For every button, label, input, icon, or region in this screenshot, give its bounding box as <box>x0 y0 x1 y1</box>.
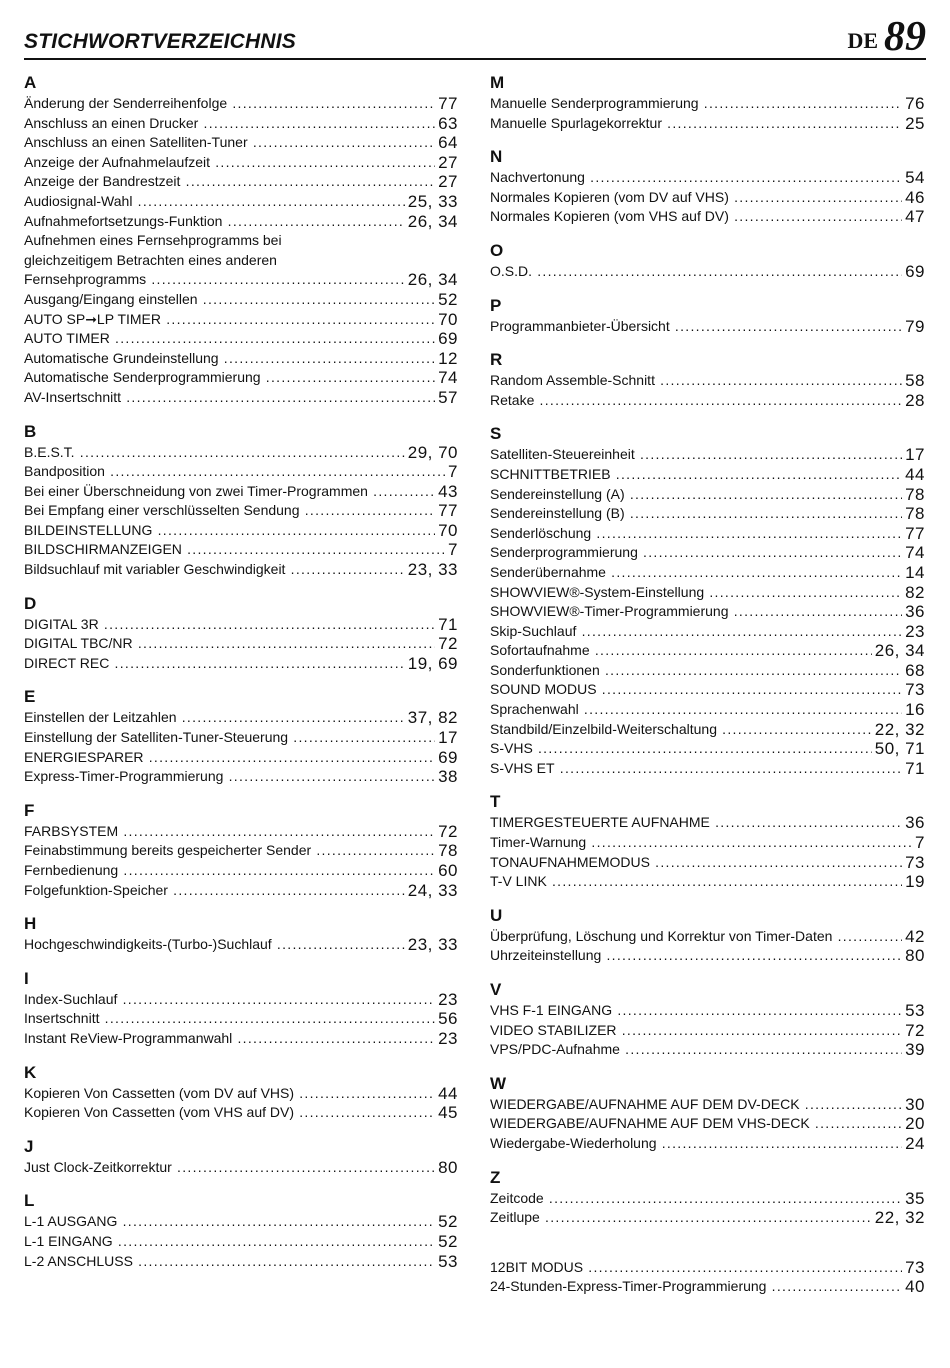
index-entry <box>490 445 925 465</box>
index-entry-term: DIGITAL 3R ..... <box>24 615 458 635</box>
index-entry <box>24 310 458 330</box>
index-entry-term: Wiedergabe-Wiederholung ..... <box>490 1134 925 1154</box>
index-entry-page: 53 <box>902 1001 925 1021</box>
index-entry-term: Ausgang/Eingang einstellen ..... <box>24 290 458 310</box>
index-entry <box>24 153 458 173</box>
index-entry-term: Standbild/Einzelbild-Weiterschaltung ..... <box>490 720 925 740</box>
index-letter-heading: D <box>24 593 37 613</box>
index-entry <box>24 1232 458 1252</box>
index-entry <box>24 1009 458 1029</box>
index-entry-term: Zeitlupe ..... <box>490 1208 925 1228</box>
index-entry-page: 23 <box>435 1029 458 1049</box>
index-entry-term: SHOWVIEW®-Timer-Programmierung ..... <box>490 602 925 622</box>
index-entry-page: 74 <box>902 543 925 563</box>
index-entry <box>490 371 925 391</box>
index-letter-heading: H <box>24 914 37 934</box>
index-entry <box>24 560 458 580</box>
index-entry-page: 23, 33 <box>405 935 458 955</box>
index-entry-page: 23 <box>435 990 458 1010</box>
index-entry <box>490 188 925 208</box>
index-entry-term: gleichzeitigem Betrachten eines anderen <box>24 251 277 268</box>
index-entry <box>24 841 458 861</box>
index-letter-heading: F <box>24 800 35 820</box>
index-entry-page: 78 <box>902 504 925 524</box>
index-entry-page: 12 <box>435 349 458 369</box>
index-entry-term: Audiosignal-Wahl ..... <box>24 192 458 212</box>
index-entry <box>490 720 925 740</box>
index-entry-term: S-VHS ..... <box>490 739 925 759</box>
index-entry-page: 56 <box>435 1009 458 1029</box>
index-entry <box>490 1189 925 1209</box>
index-entry-term: Insertschnitt ..... <box>24 1009 458 1029</box>
index-entry-term: Retake ..... <box>490 391 925 411</box>
index-entry <box>490 317 925 337</box>
language-code: DE <box>847 28 878 53</box>
index-entry-page: 52 <box>435 1212 458 1232</box>
index-letter-heading: E <box>24 687 36 707</box>
index-entry-page: 22, 32 <box>872 720 925 740</box>
index-entry <box>24 861 458 881</box>
index-entry-term: Folgefunktion-Speicher ..... <box>24 881 458 901</box>
index-entry-page: 69 <box>435 748 458 768</box>
index-entry <box>490 1040 925 1060</box>
index-entry-term: Express-Timer-Programmierung ..... <box>24 767 458 787</box>
index-entry <box>24 462 458 482</box>
index-letter-heading: J <box>24 1136 34 1156</box>
index-column-right <box>490 72 925 1297</box>
index-entry-term: Nachvertonung ..... <box>490 168 925 188</box>
index-entry <box>24 501 458 521</box>
index-entry-term: Bildsuchlauf mit variabler Geschwindigkeit ..... <box>24 560 458 580</box>
index-entry-page: 19, 69 <box>405 654 458 674</box>
index-entry-term: DIGITAL TBC/NR ..... <box>24 634 458 654</box>
index-entry <box>24 1158 458 1178</box>
index-entry-term: Senderübernahme ..... <box>490 563 925 583</box>
index-entry-term: L-1 EINGANG ..... <box>24 1232 458 1252</box>
index-entry-page: 7 <box>445 540 458 560</box>
index-entry-page: 79 <box>902 317 925 337</box>
index-entry <box>24 388 458 408</box>
index-letter-heading: N <box>490 147 503 167</box>
index-entry <box>24 114 458 134</box>
index-entry <box>490 114 925 134</box>
index-entry-page: 27 <box>435 153 458 173</box>
index-entry-term: SHOWVIEW®-System-Einstellung ..... <box>490 583 925 603</box>
index-entry-page: 23 <box>902 622 925 642</box>
index-entry <box>490 872 925 892</box>
index-entry <box>24 192 458 212</box>
index-letter-heading: K <box>24 1062 37 1082</box>
index-entry <box>490 833 925 853</box>
index-entry <box>490 94 925 114</box>
index-entry <box>490 680 925 700</box>
index-entry-page: 46 <box>902 188 925 208</box>
index-entry-page: 71 <box>902 759 925 779</box>
index-entry <box>490 1001 925 1021</box>
index-entry-term: Index-Suchlauf ..... <box>24 990 458 1010</box>
index-entry-term: Automatische Grundeinstellung ..... <box>24 349 458 369</box>
index-entry-term: Sendereinstellung (A) ..... <box>490 485 925 505</box>
index-entry-term: Sendereinstellung (B) ..... <box>490 504 925 524</box>
index-entry <box>24 212 458 232</box>
index-entry <box>24 1103 458 1123</box>
index-entry <box>490 946 925 966</box>
index-entry-page: 78 <box>435 841 458 861</box>
index-entry <box>490 641 925 661</box>
index-entry-page: 16 <box>902 700 925 720</box>
index-entry-term: Sprachenwahl ..... <box>490 700 925 720</box>
index-entry <box>490 1258 925 1278</box>
index-entry <box>24 748 458 768</box>
index-entry-term: Manuelle Senderprogrammierung ..... <box>490 94 925 114</box>
index-entry-page: 73 <box>902 1258 925 1278</box>
index-entry-page: 60 <box>435 861 458 881</box>
index-entry <box>24 133 458 153</box>
index-entry <box>490 262 925 282</box>
index-entry <box>24 231 458 251</box>
index-entry-term: WIEDERGABE/AUFNAHME AUF DEM DV-DECK ..... <box>490 1095 925 1115</box>
index-entry-term: ENERGIESPARER ..... <box>24 748 458 768</box>
index-letter-heading: A <box>24 73 37 92</box>
index-entry <box>490 1277 925 1297</box>
index-entry-term: AV-Insertschnitt ..... <box>24 388 458 408</box>
index-entry-term: Sofortaufnahme ..... <box>490 641 925 661</box>
index-entry-page: 43 <box>435 482 458 502</box>
index-entry-term: SCHNITTBETRIEB ..... <box>490 465 925 485</box>
index-entry-term: Überprüfung, Löschung und Korrektur von Timer-Daten ..... <box>490 927 925 947</box>
index-entry-term: BILDSCHIRMANZEIGEN ..... <box>24 540 458 560</box>
index-entry-page: 73 <box>902 680 925 700</box>
index-entry-page: 77 <box>435 94 458 114</box>
index-entry-page: 23, 33 <box>405 560 458 580</box>
index-letter-heading: W <box>490 1073 507 1093</box>
index-entry-term: Programmanbieter-Übersicht ..... <box>490 317 925 337</box>
index-entry-page: 29, 70 <box>405 443 458 463</box>
index-entry-term: Timer-Warnung ..... <box>490 833 925 853</box>
index-entry <box>490 524 925 544</box>
index-entry <box>24 349 458 369</box>
index-entry <box>24 172 458 192</box>
index-letter-heading: I <box>24 968 29 988</box>
index-entry-term: Hochgeschwindigkeits-(Turbo-)Suchlauf ..... <box>24 935 458 955</box>
index-entry-term: 24-Stunden-Express-Timer-Programmierung ..... <box>490 1277 925 1297</box>
section-spacer <box>490 1228 925 1258</box>
index-entry-term: Normales Kopieren (vom DV auf VHS) ..... <box>490 188 925 208</box>
index-entry-page: 14 <box>902 563 925 583</box>
index-letter-heading: R <box>490 350 503 370</box>
index-entry <box>24 251 458 271</box>
index-entry <box>24 728 458 748</box>
index-entry-term: DIRECT REC ..... <box>24 654 458 674</box>
index-entry <box>24 521 458 541</box>
index-entry <box>24 1029 458 1049</box>
index-entry <box>490 759 925 779</box>
index-entry-page: 27 <box>435 172 458 192</box>
index-entry-page: 80 <box>435 1158 458 1178</box>
index-entry-page: 68 <box>902 661 925 681</box>
index-entry-term: TIMERGESTEUERTE AUFNAHME ..... <box>490 813 925 833</box>
index-entry <box>24 935 458 955</box>
index-entry-term: Skip-Suchlauf ..... <box>490 622 925 642</box>
index-entry <box>490 1134 925 1154</box>
index-entry-page: 80 <box>902 946 925 966</box>
index-entry-page: 26, 34 <box>872 641 925 661</box>
index-entry-page: 71 <box>435 615 458 635</box>
index-entry-term: Anschluss an einen Drucker ..... <box>24 114 458 134</box>
index-entry-page: 35 <box>902 1189 925 1209</box>
index-entry <box>490 661 925 681</box>
index-entry-page: 58 <box>902 371 925 391</box>
index-letter-heading: U <box>490 905 503 925</box>
index-entry-page: 7 <box>445 462 458 482</box>
index-entry-term: Just Clock-Zeitkorrektur ..... <box>24 1158 458 1178</box>
index-entry-page: 38 <box>435 767 458 787</box>
index-entry-page: 22, 32 <box>872 1208 925 1228</box>
index-entry-term: Anzeige der Bandrestzeit ..... <box>24 172 458 192</box>
index-entry <box>490 622 925 642</box>
index-entry-page: 36 <box>902 602 925 622</box>
index-entry <box>490 168 925 188</box>
index-entry-term: BILDEINSTELLUNG ..... <box>24 521 458 541</box>
index-entry-term: Normales Kopieren (vom VHS auf DV) ..... <box>490 207 925 227</box>
index-entry-page: 64 <box>435 133 458 153</box>
index-entry-term: B.E.S.T. ..... <box>24 443 458 463</box>
index-entry <box>490 485 925 505</box>
index-entry-term: 12BIT MODUS ..... <box>490 1258 925 1278</box>
index-entry-term: Feinabstimmung bereits gespeicherter Sender ..... <box>24 841 458 861</box>
index-entry-page: 30 <box>902 1095 925 1115</box>
index-letter-heading: S <box>490 424 502 444</box>
index-entry-term: Einstellen der Leitzahlen ..... <box>24 708 458 728</box>
index-entry-page: 40 <box>902 1277 925 1297</box>
index-entry-page: 7 <box>912 833 925 853</box>
page-title: STICHWORTVERZEICHNIS <box>24 30 296 53</box>
index-entry-page: 77 <box>902 524 925 544</box>
index-entry <box>24 540 458 560</box>
index-entry-term: Zeitcode ..... <box>490 1189 925 1209</box>
index-entry-page: 26, 34 <box>405 212 458 232</box>
index-entry <box>490 543 925 563</box>
index-entry <box>490 853 925 873</box>
index-entry-term: Manuelle Spurlagekorrektur ..... <box>490 114 925 134</box>
index-entry <box>24 634 458 654</box>
index-entry-page: 28 <box>902 391 925 411</box>
index-entry-term: Fernsehprogramms ..... <box>24 270 458 290</box>
index-entry-page: 47 <box>902 207 925 227</box>
index-entry-term: AUTO SP➞LP TIMER ..... <box>24 310 458 330</box>
index-entry <box>490 700 925 720</box>
page-number: 89 <box>884 14 926 60</box>
index-letter-heading: V <box>490 980 502 999</box>
index-entry-term: SOUND MODUS ..... <box>490 680 925 700</box>
index-entry <box>24 1084 458 1104</box>
index-entry-term: Bei Empfang einer verschlüsselten Sendung ..... <box>24 501 458 521</box>
index-entry <box>24 1212 458 1232</box>
index-entry-term: L-2 ANSCHLUSS ..... <box>24 1252 458 1272</box>
index-entry <box>490 391 925 411</box>
index-column-left <box>24 72 458 1271</box>
index-entry <box>24 290 458 310</box>
index-entry-page: 73 <box>902 853 925 873</box>
page-header <box>24 14 926 60</box>
index-entry-term: L-1 AUSGANG ..... <box>24 1212 458 1232</box>
index-letter-heading: O <box>490 240 504 260</box>
index-entry-page: 25, 33 <box>405 192 458 212</box>
index-entry-page: 24, 33 <box>405 881 458 901</box>
index-entry <box>24 368 458 388</box>
index-entry-page: 72 <box>435 822 458 842</box>
index-entry-term: T-V LINK ..... <box>490 872 925 892</box>
index-entry-page: 19 <box>902 872 925 892</box>
index-entry-page: 44 <box>902 465 925 485</box>
index-letter-heading: P <box>490 295 502 315</box>
index-entry-term: Instant ReView-Programmanwahl ..... <box>24 1029 458 1049</box>
index-entry-page: 24 <box>902 1134 925 1154</box>
index-entry-page: 50, 71 <box>872 739 925 759</box>
index-entry-term: TONAUFNAHMEMODUS ..... <box>490 853 925 873</box>
index-entry-page: 72 <box>435 634 458 654</box>
index-entry-page: 70 <box>435 310 458 330</box>
index-entry-page: 82 <box>902 583 925 603</box>
index-entry-page: 20 <box>902 1114 925 1134</box>
index-entry <box>24 615 458 635</box>
index-entry-term: FARBSYSTEM ..... <box>24 822 458 842</box>
index-entry <box>490 602 925 622</box>
index-entry-term: Anzeige der Aufnahmelaufzeit ..... <box>24 153 458 173</box>
index-entry-term: Kopieren Von Cassetten (vom DV auf VHS) ..... <box>24 1084 458 1104</box>
index-entry-page: 53 <box>435 1252 458 1272</box>
index-entry-term: Random Assemble-Schnitt ..... <box>490 371 925 391</box>
index-entry <box>490 583 925 603</box>
index-entry <box>24 329 458 349</box>
index-entry <box>490 465 925 485</box>
index-entry-page: 45 <box>435 1103 458 1123</box>
index-entry-term: Bandposition ..... <box>24 462 458 482</box>
index-entry <box>490 504 925 524</box>
index-entry-term: VPS/PDC-Aufnahme ..... <box>490 1040 925 1060</box>
index-entry-page: 76 <box>902 94 925 114</box>
index-entry-page: 77 <box>435 501 458 521</box>
index-entry <box>24 270 458 290</box>
index-entry-page: 57 <box>435 388 458 408</box>
index-entry <box>24 443 458 463</box>
index-entry <box>490 1021 925 1041</box>
index-entry-term: Automatische Senderprogrammierung ..... <box>24 368 458 388</box>
index-letter-heading: B <box>24 421 37 441</box>
index-entry-term: Aufnahmefortsetzungs-Funktion ..... <box>24 212 458 232</box>
index-letter-heading: L <box>24 1191 35 1211</box>
index-entry-term: AUTO TIMER ..... <box>24 329 458 349</box>
index-entry <box>490 563 925 583</box>
index-entry-term: Kopieren Von Cassetten (vom VHS auf DV) ..... <box>24 1103 458 1123</box>
page-number-box <box>847 14 926 60</box>
index-entry-term: Bei einer Überschneidung von zwei Timer-Programmen ..... <box>24 482 458 502</box>
index-entry-page: 70 <box>435 521 458 541</box>
index-entry-term: Änderung der Senderreihenfolge ..... <box>24 94 458 114</box>
index-entry-page: 54 <box>902 168 925 188</box>
index-entry-term: WIEDERGABE/AUFNAHME AUF DEM VHS-DECK ..... <box>490 1114 925 1134</box>
index-entry-page: 52 <box>435 290 458 310</box>
index-entry-page: 72 <box>902 1021 925 1041</box>
index-entry <box>490 813 925 833</box>
index-entry-page: 26, 34 <box>405 270 458 290</box>
index-entry <box>490 739 925 759</box>
index-entry-page: 74 <box>435 368 458 388</box>
index-entry <box>24 990 458 1010</box>
index-letter-heading: M <box>490 73 505 92</box>
index-entry-page: 17 <box>902 445 925 465</box>
index-entry <box>490 1095 925 1115</box>
index-entry <box>24 708 458 728</box>
index-letter-heading: Z <box>490 1167 501 1187</box>
index-entry-term: Senderprogrammierung ..... <box>490 543 925 563</box>
index-entry-term: Satelliten-Steuereinheit ..... <box>490 445 925 465</box>
index-entry-term: VIDEO STABILIZER ..... <box>490 1021 925 1041</box>
index-entry-page: 69 <box>435 329 458 349</box>
index-entry <box>24 822 458 842</box>
index-entry-term: Sonderfunktionen ..... <box>490 661 925 681</box>
index-entry <box>24 654 458 674</box>
index-entry <box>24 881 458 901</box>
index-entry-term: Fernbedienung ..... <box>24 861 458 881</box>
index-entry <box>24 482 458 502</box>
index-entry <box>490 1114 925 1134</box>
index-letter-heading: T <box>490 792 501 812</box>
index-entry-page: 17 <box>435 728 458 748</box>
index-entry-term: S-VHS ET ..... <box>490 759 925 779</box>
index-entry <box>490 927 925 947</box>
index-entry-term: Anschluss an einen Satelliten-Tuner ..... <box>24 133 458 153</box>
index-entry <box>24 767 458 787</box>
index-entry-page: 25 <box>902 114 925 134</box>
index-entry-term: Uhrzeiteinstellung ..... <box>490 946 925 966</box>
index-entry-page: 36 <box>902 813 925 833</box>
index-entry-term: Aufnehmen eines Fernsehprogramms bei <box>24 232 282 249</box>
index-entry-term: O.S.D. ..... <box>490 262 925 282</box>
index-entry-page: 69 <box>902 262 925 282</box>
index-entry-term: Einstellung der Satelliten-Tuner-Steuerung ..... <box>24 728 458 748</box>
index-entry-term: VHS F-1 EINGANG ..... <box>490 1001 925 1021</box>
index-entry <box>24 1252 458 1272</box>
index-entry <box>490 207 925 227</box>
index-entry-page: 78 <box>902 485 925 505</box>
index-entry-page: 42 <box>902 927 925 947</box>
index-entry-term: Senderlöschung ..... <box>490 524 925 544</box>
index-entry-page: 52 <box>435 1232 458 1252</box>
index-entry <box>490 1208 925 1228</box>
index-entry-page: 37, 82 <box>405 708 458 728</box>
index-entry-page: 63 <box>435 114 458 134</box>
index-entry <box>24 94 458 114</box>
index-entry-page: 39 <box>902 1040 925 1060</box>
index-entry-page: 44 <box>435 1084 458 1104</box>
